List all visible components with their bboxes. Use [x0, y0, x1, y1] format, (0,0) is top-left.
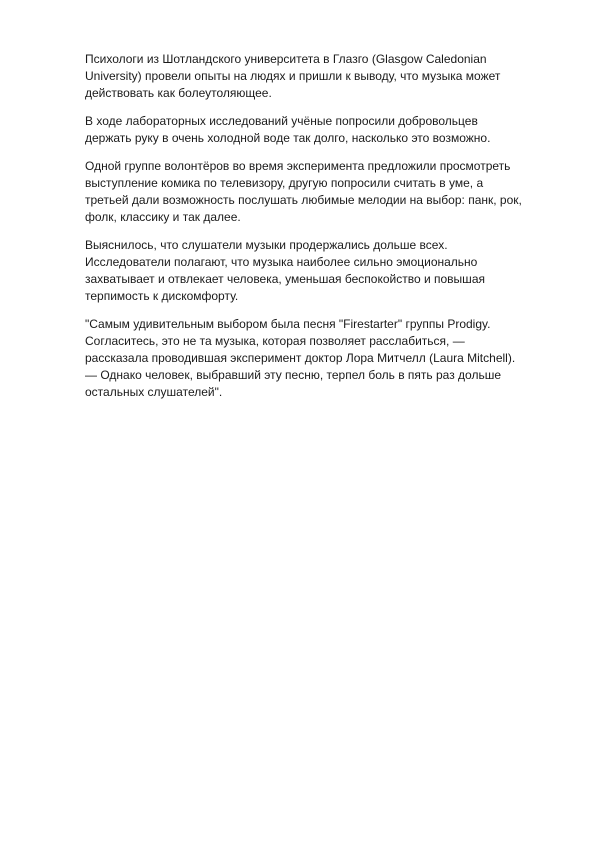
paragraph-results: Выяснилось, что слушатели музыки продержались дольше всех. Исследователи полагают, что музыка наиболее сильно эмоционально захватывает и отвлекает человека, уменьшая беспокойство и повышая терпимость к дискомфорту. — [85, 238, 485, 303]
paragraph-method: В ходе лабораторных исследований учёные попросили добровольцев держать руку в очень холодной воде так долго, насколько это возможно. — [85, 114, 491, 145]
document-body — [85, 51, 525, 412]
paragraph-intro: Психологи из Шотландского университета в Глазго (Glasgow Caledonian University) провели опыты на людях и пришли к выводу, что музыка может действовать как болеутоляющее. — [85, 52, 501, 100]
paragraph-groups: Одной группе волонтёров во время эксперимента предложили просмотреть выступление комика по телевизору, другую попросили считать в уме, а третьей дали возможность послушать любимые мелодии на выбор: панк, рок, фолк, классику и так далее. — [85, 159, 522, 224]
paragraph-quote: "Самым удивительным выбором была песня "Firestarter" группы Prodigy. Согласитесь, это не та музыка, которая позволяет расслабиться, — рассказала проводившая эксперимент доктор Лора Митчелл (Laura Mitchell). — Однако человек, выбравший эту песню, терпел боль в пять раз дольше остальных слушателей". — [85, 317, 516, 399]
